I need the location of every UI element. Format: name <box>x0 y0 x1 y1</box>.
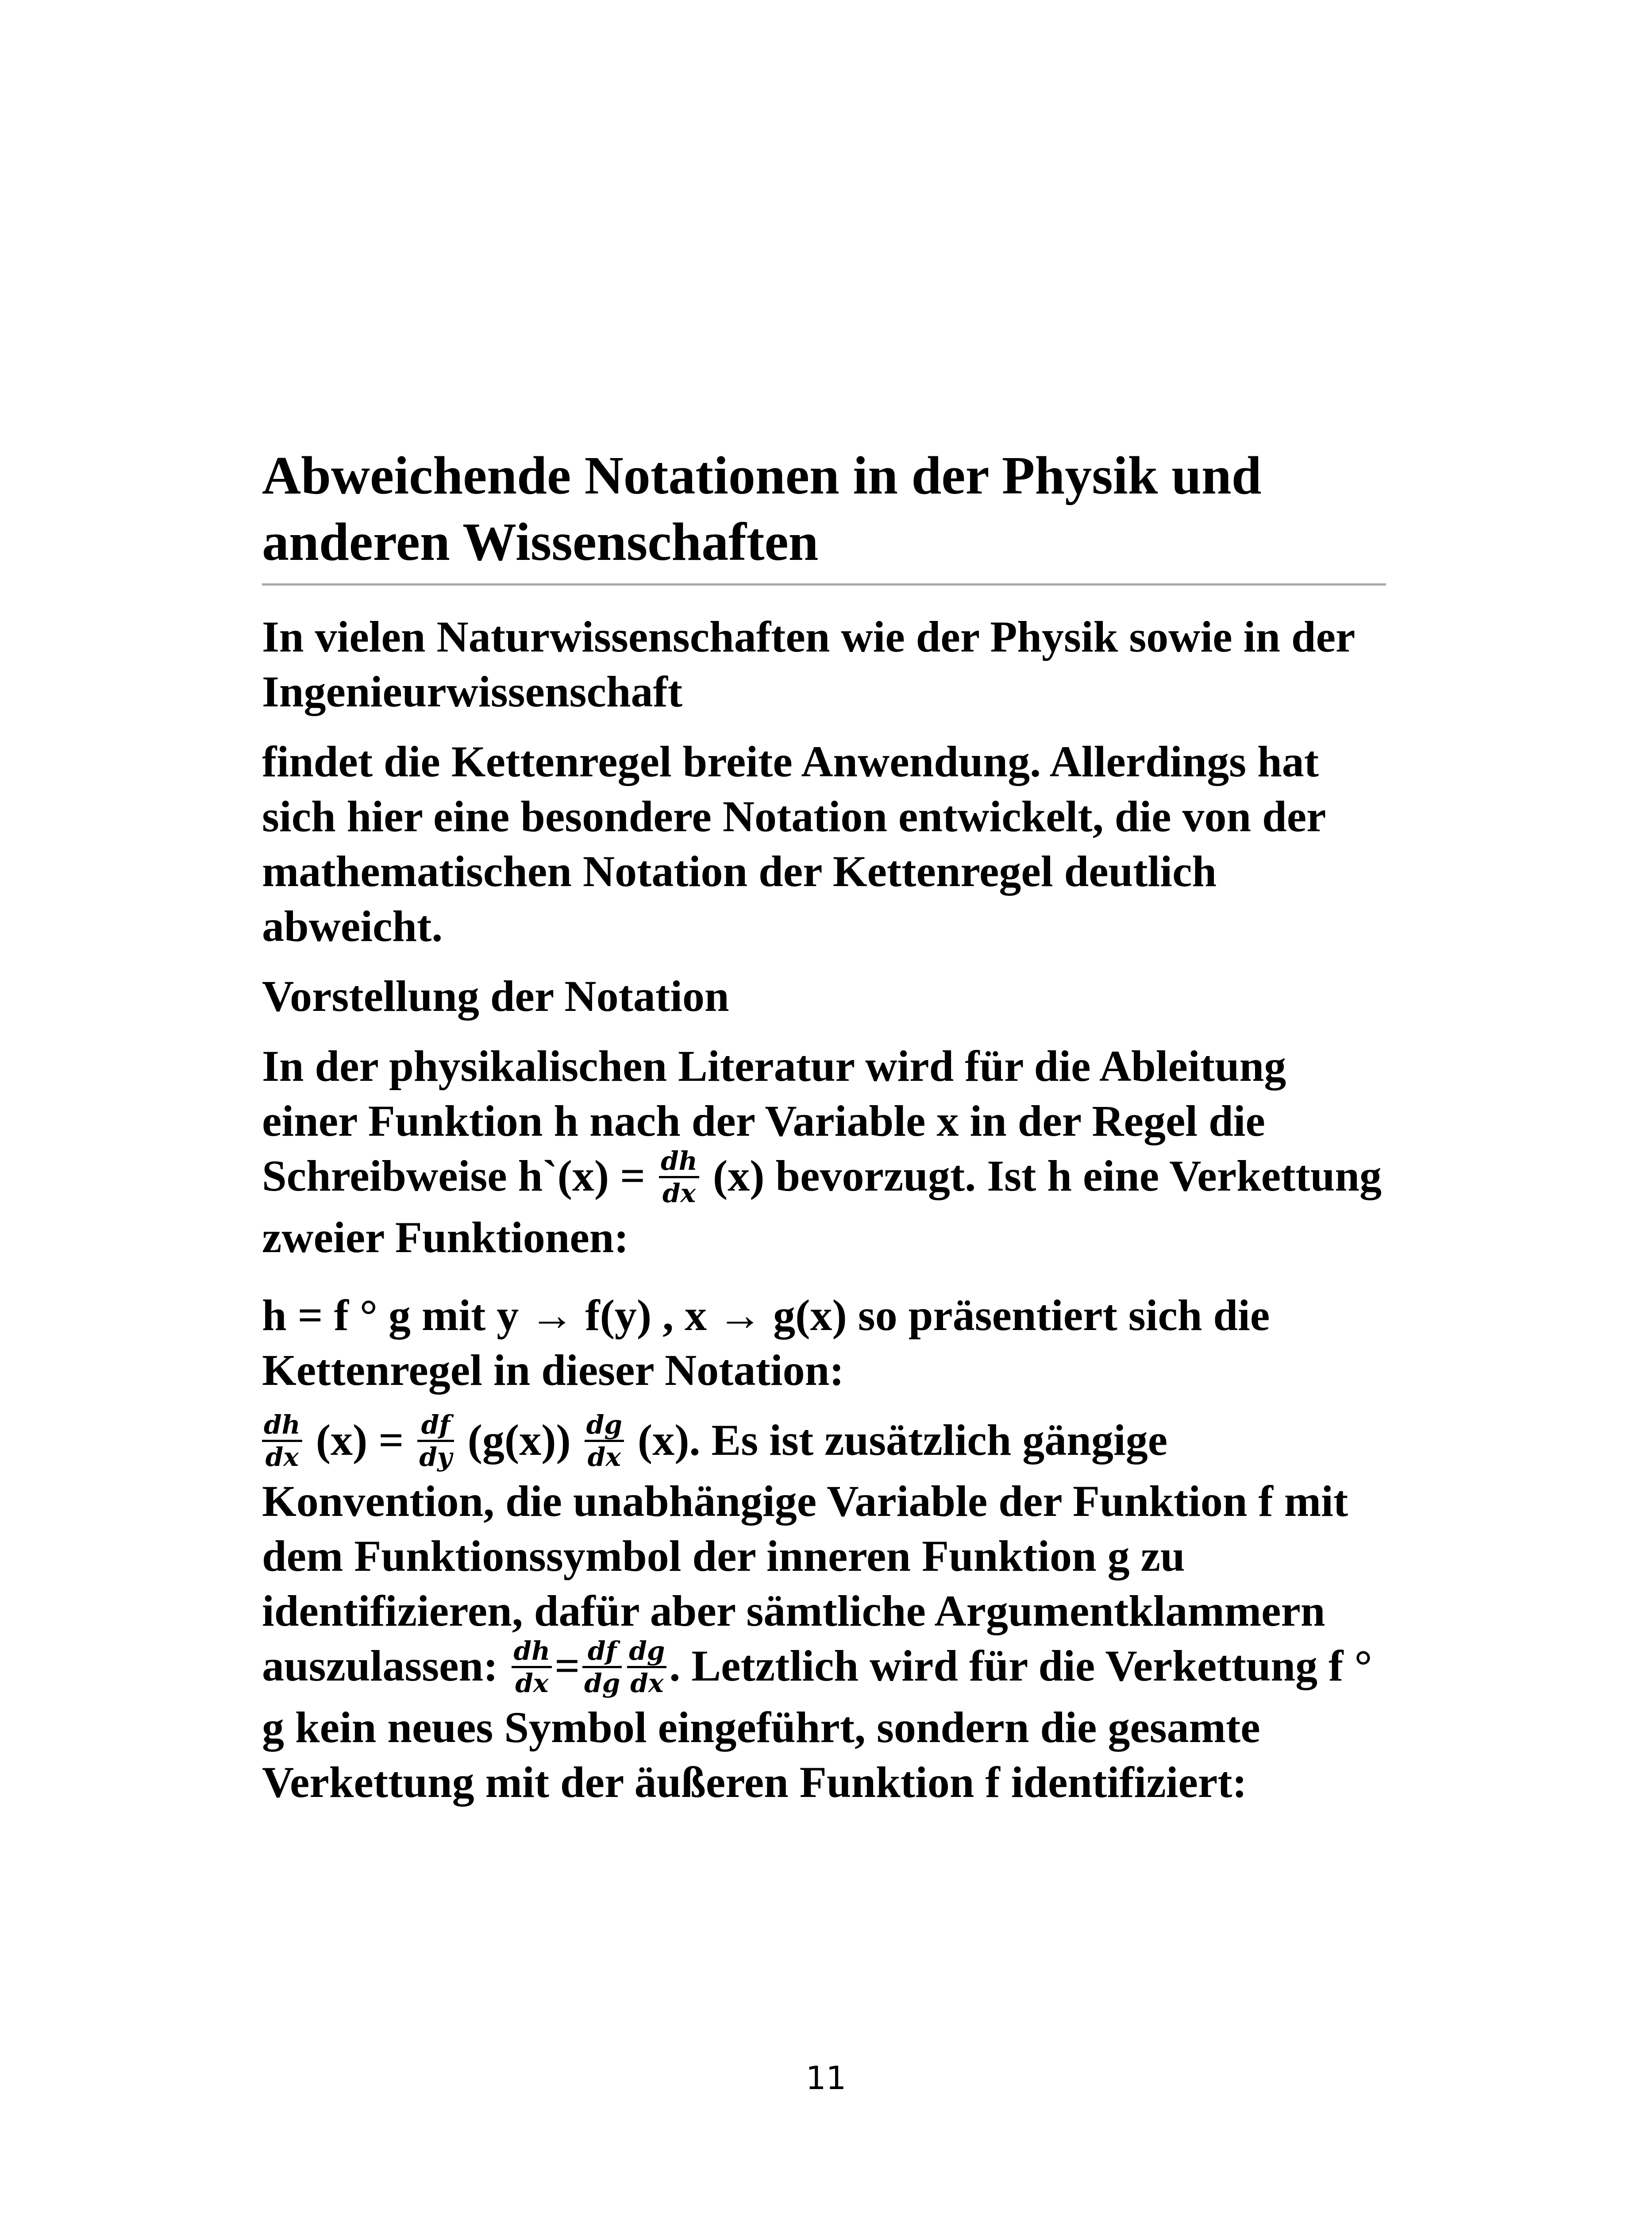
frac-numerator: dg <box>585 1411 624 1442</box>
frac-denominator: dx <box>265 1442 299 1473</box>
frac-numerator: df <box>417 1411 454 1442</box>
frac-denominator: dx <box>515 1668 549 1698</box>
frac-denominator: dx <box>587 1442 621 1473</box>
frac-numerator: df <box>582 1638 622 1668</box>
para3-text-a: In der physikalischen Literatur wird für die Ableitung einer Funktion h nach der Variable x in der Regel die Schreibweise h`(x) = <box>262 1041 1286 1200</box>
chain-text-1: (x) = <box>316 1415 404 1465</box>
para3-text-b: (x) bevorzugt. Ist h eine Verkettung zweier Funktionen: <box>262 1151 1382 1262</box>
paragraph-application: findet die Kettenregel breite Anwendung. Allerdings hat sich hier eine besondere Notation entwickelt, die von der mathematischen Notation der Kettenregel deutlich abweicht. <box>262 737 1325 951</box>
chain-text-5: . Letztlich wird für die Verkettung f ° g kein neues Symbol eingeführt, sondern die gesamte Verkettung mit der äußeren Funktion f identifiziert: <box>262 1641 1372 1807</box>
chain-text-3: (x). Es ist zusätzlich gängige Konvention, die unabhängige Variable der Funktion f mit dem Funktionssymbol der inneren Funktion g zu identifizieren, dafür aber sämtliche Argumentklammern auszulassen: <box>262 1415 1348 1691</box>
fraction-dg-dx <box>585 1410 624 1473</box>
body-text <box>262 609 1386 1810</box>
frac-denominator: dx <box>630 1668 664 1698</box>
paragraph-intro: In vielen Naturwissenschaften wie der Physik sowie in der Ingenieurwissenschaft <box>262 612 1355 716</box>
paragraph-physics-notation <box>262 1039 1386 1265</box>
fraction-dh-dx <box>512 1635 552 1698</box>
page-content <box>262 443 1386 1810</box>
frac-numerator: dg <box>627 1638 666 1668</box>
fraction-dh-dx <box>659 1145 699 1208</box>
section-heading <box>262 443 1386 586</box>
page-number: 11 <box>805 2059 847 2097</box>
frac-denominator: dx <box>662 1178 696 1208</box>
frac-numerator: dh <box>512 1638 552 1668</box>
frac-numerator: dh <box>262 1411 302 1442</box>
frac-denominator: dg <box>584 1668 620 1698</box>
subheading-notation: Vorstellung der Notation <box>262 972 729 1021</box>
fraction-dg-dx <box>627 1635 666 1698</box>
frac-denominator: dy <box>419 1442 452 1473</box>
heading-line-1: Abweichende Notationen in der Physik und <box>262 446 1262 505</box>
fraction-dh-dx <box>262 1410 302 1473</box>
paragraph-composition: h = f ° g mit y → f(y) , x → g(x) so präsentiert sich die Kettenregel in dieser Notation: <box>262 1290 1270 1395</box>
chain-text-4: = <box>555 1641 580 1691</box>
fraction-df-dg <box>582 1635 622 1698</box>
heading-line-2: anderen Wissenschaften <box>262 512 819 572</box>
fraction-df-dy <box>417 1410 454 1473</box>
frac-numerator: dh <box>659 1148 699 1178</box>
paragraph-chain-rule <box>262 1410 1386 1810</box>
chain-text-2: (g(x)) <box>467 1415 571 1465</box>
